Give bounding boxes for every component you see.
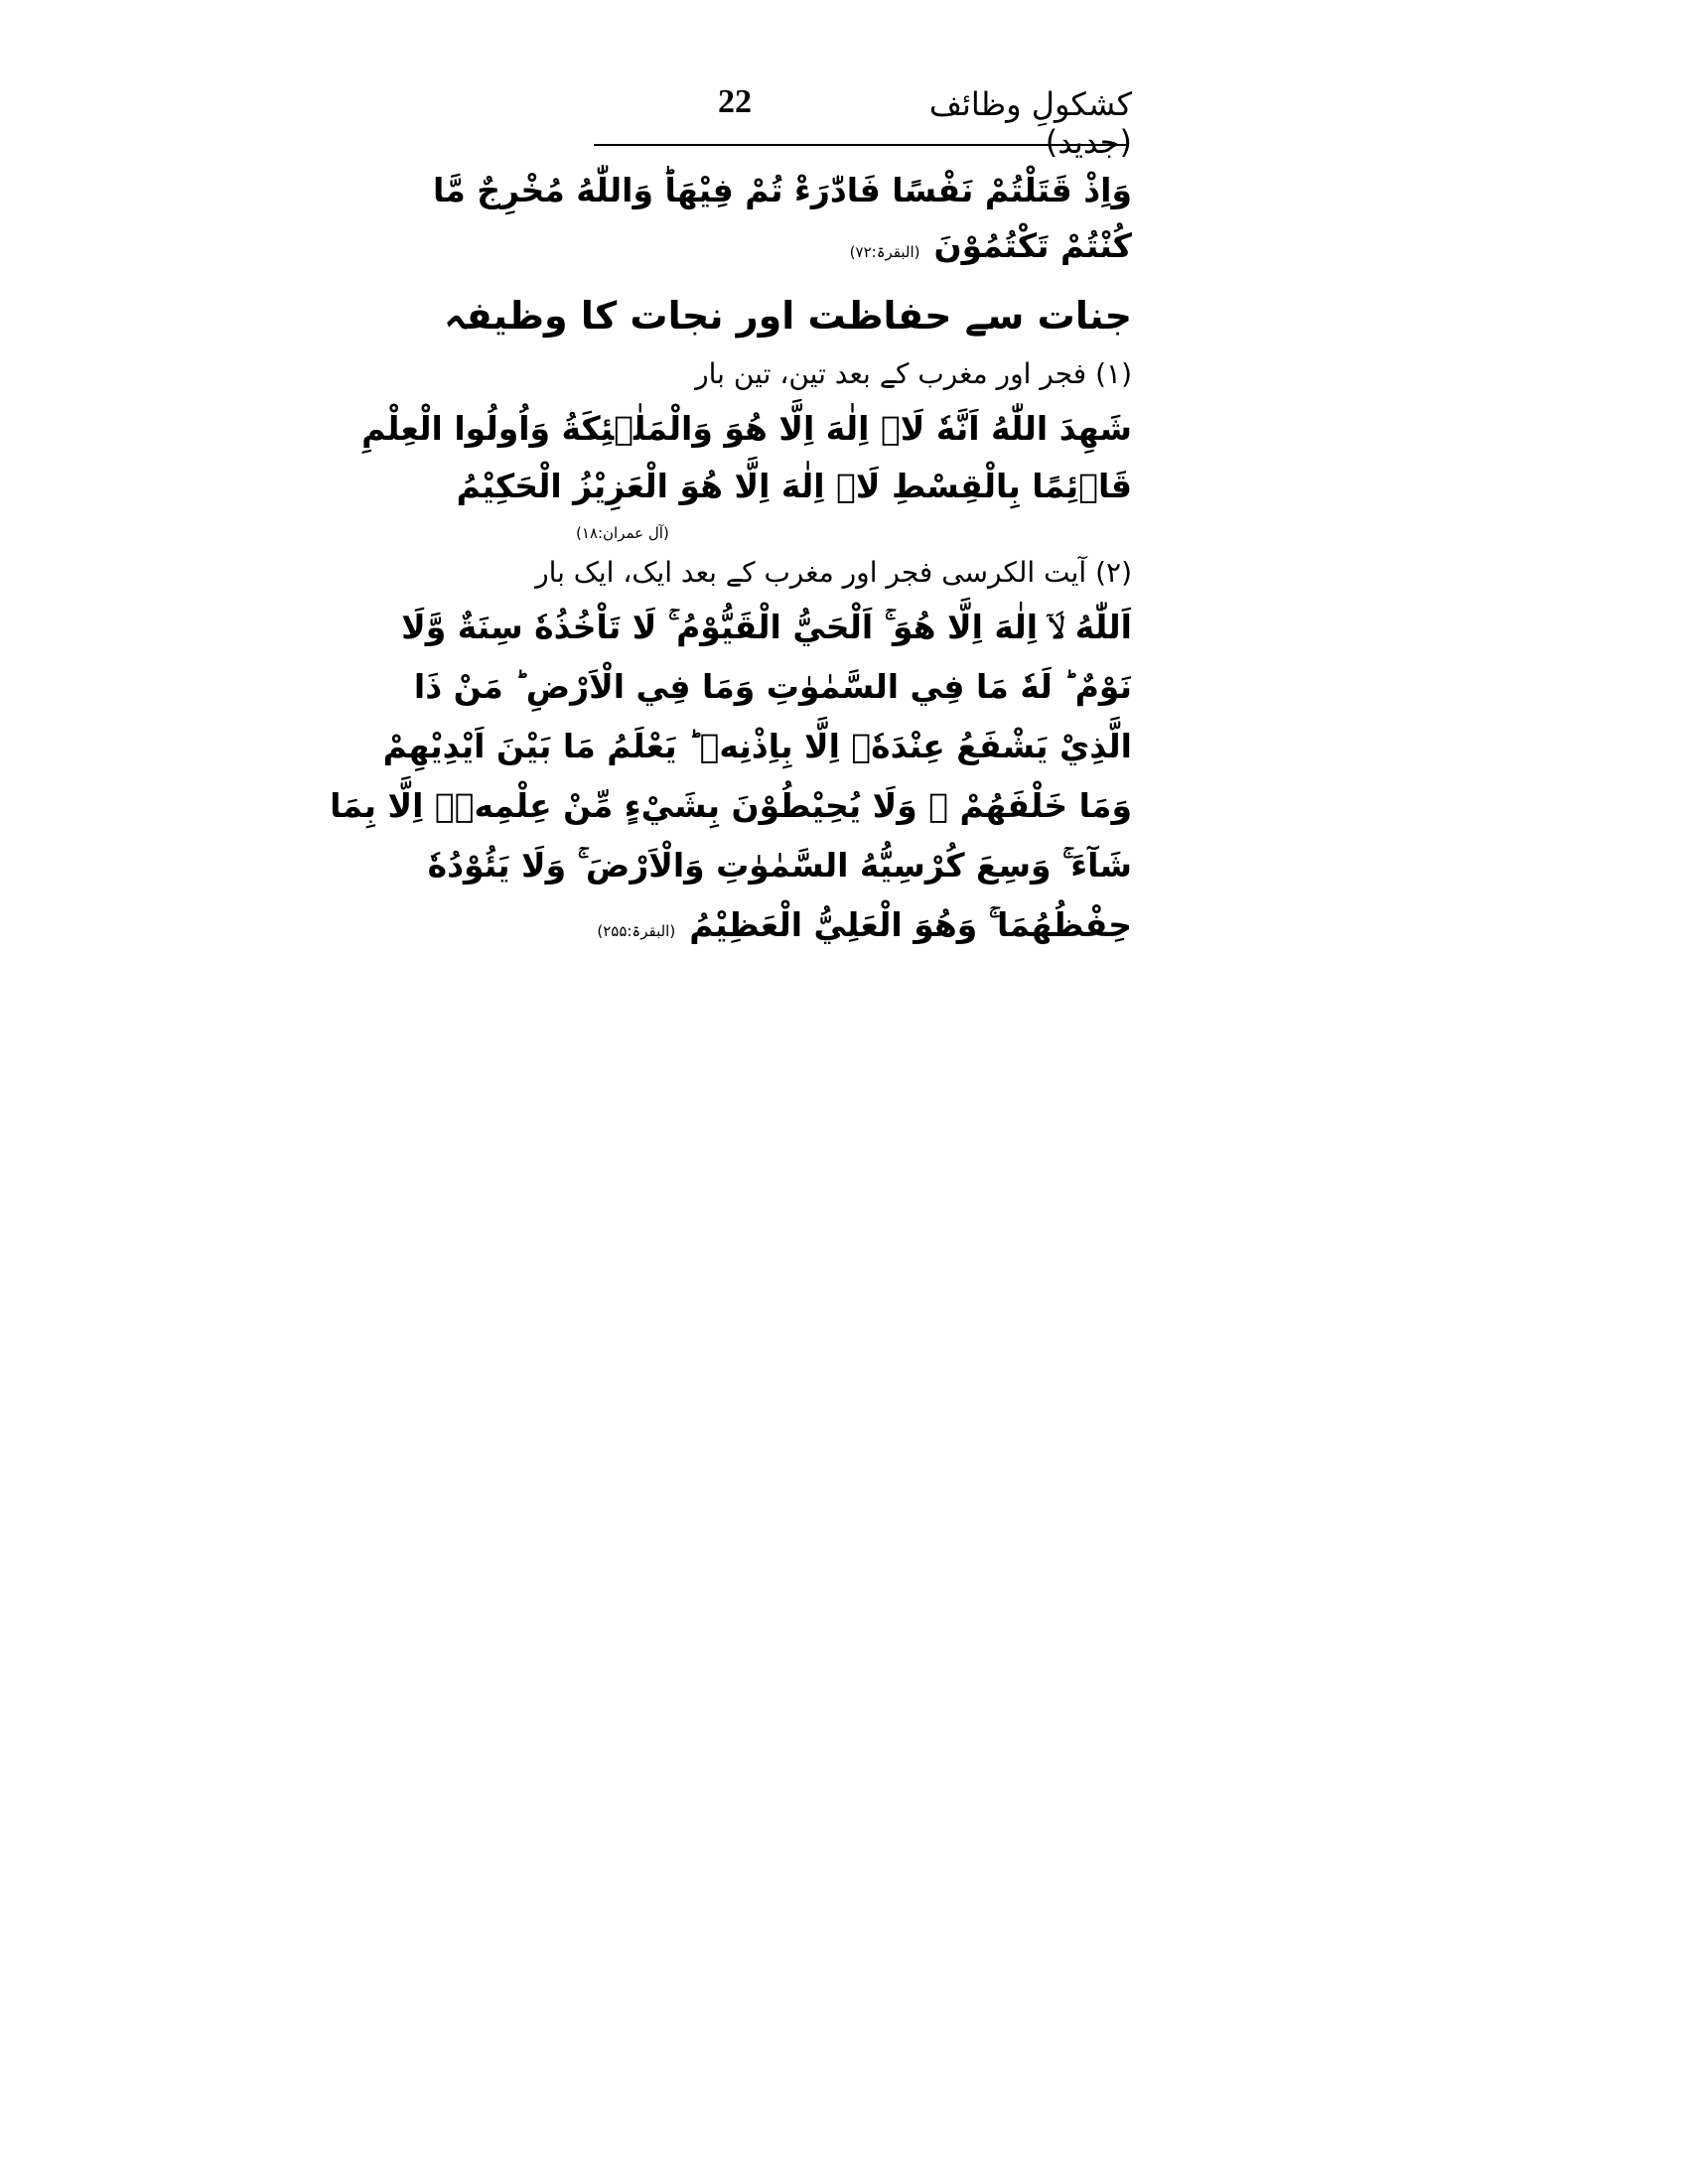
verse-reference: (البقرۃ:۲۵۵) bbox=[597, 922, 676, 940]
verse-text: كُنْتُمْ تَكْتُمُوْنَ bbox=[933, 226, 1132, 265]
verse-line-with-ref bbox=[576, 226, 1132, 265]
book-title: کشکولِ وظائف (جدید) bbox=[928, 85, 1132, 161]
page-number: 22 bbox=[718, 83, 752, 120]
verse-line bbox=[330, 786, 1132, 825]
verse-line bbox=[361, 409, 1132, 448]
verse-line bbox=[456, 467, 1132, 505]
verse-text: حِفْظُهُمَا ۚ وَهُوَ الْعَلِيُّ الْعَظِيْمُ bbox=[689, 905, 1132, 944]
verse-text: اَللّٰهُ لَاۤ اِلٰهَ اِلَّا هُوَ ۚ اَلْحَيُّ الْقَيُّوْمُ ۚ لَا تَاْخُذُهٗ سِنَةٌ وَّلَا bbox=[401, 608, 1132, 646]
verse-line bbox=[432, 171, 1132, 209]
verse-line bbox=[413, 667, 1132, 706]
verse-text: الَّذِيْ يَشْفَعُ عِنْدَهٗۤ اِلَّا بِاِذْنِهٖ ؕ يَعْلَمُ مَا بَيْنَ اَيْدِيْهِمْ bbox=[382, 727, 1132, 765]
verse-line-with-ref bbox=[576, 905, 1132, 945]
verse-text: قَاۤئِمًا بِالْقِسْطِ لَاۤ اِلٰهَ اِلَّا هُوَ الْعَزِيْزُ الْحَكِيْمُ bbox=[456, 467, 1132, 505]
verse-text: نَوْمٌ ؕ لَهٗ مَا فِي السَّمٰوٰتِ وَمَا فِي الْاَرْضِ ؕ مَنْ ذَا bbox=[413, 667, 1132, 706]
verse-line bbox=[401, 608, 1132, 647]
verse-line bbox=[427, 846, 1132, 886]
verse-text: شَهِدَ اللّٰهُ اَنَّهٗ لَاۤ اِلٰهَ اِلَّا هُوَ وَالْمَلٰۤئِكَةُ وَاُولُوا الْعِلْمِ bbox=[361, 409, 1132, 448]
header-rule bbox=[594, 144, 1126, 146]
section-heading: جنات سے حفاظت اور نجات کا وظیفہ bbox=[444, 294, 1132, 338]
verse-reference: (آل عمران:۱۸) bbox=[576, 524, 669, 542]
verse-line bbox=[382, 727, 1132, 765]
verse-text: وَاِذْ قَتَلْتُمْ نَفْسًا فَادّٰرَءْ تُمْ فِيْهَاؕ وَاللّٰهُ مُخْرِجٌ مَّا bbox=[432, 171, 1132, 209]
item-1-instruction: (۱) فجر اور مغرب کے بعد تین، تین بار bbox=[695, 357, 1132, 390]
verse-text: وَمَا خَلْفَهُمْ ۚ وَلَا يُحِيْطُوْنَ بِشَيْءٍ مِّنْ عِلْمِهٖۤ اِلَّا بِمَا bbox=[330, 786, 1132, 825]
verse-reference: (البقرۃ:۷۲) bbox=[849, 243, 920, 261]
verse-text: شَآءَ ۚ وَسِعَ كُرْسِيُّهُ السَّمٰوٰتِ وَالْاَرْضَ ۚ وَلَا يَئُوْدُهٗ bbox=[427, 846, 1132, 885]
item-2-instruction: (۲) آیت الکرسی فجر اور مغرب کے بعد ایک، ایک بار bbox=[535, 556, 1132, 589]
